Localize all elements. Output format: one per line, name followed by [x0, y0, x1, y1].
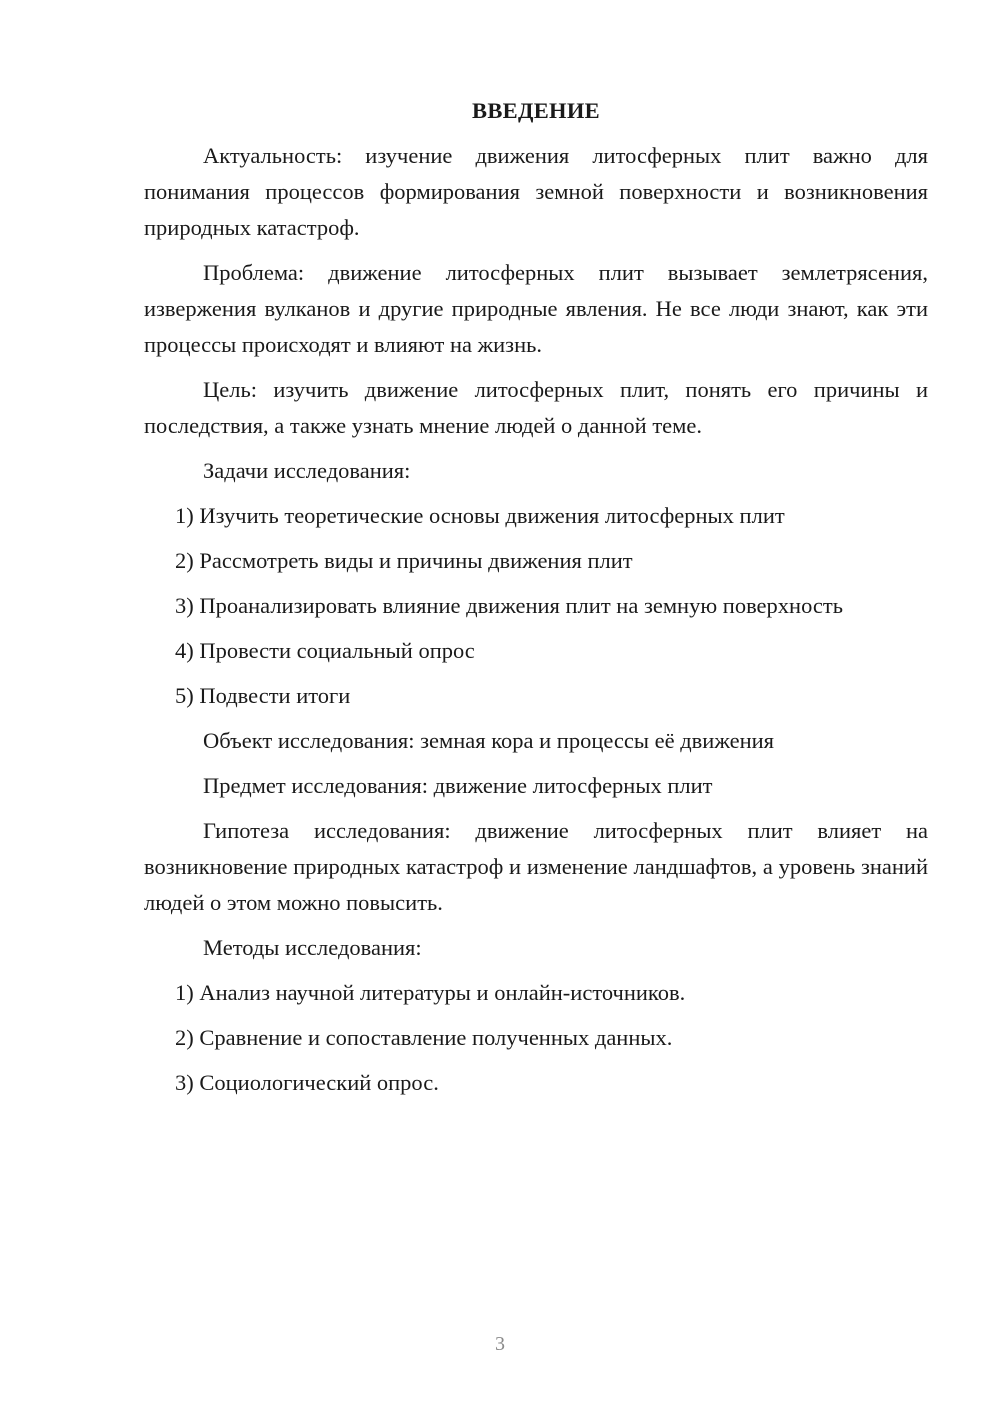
tasks-list — [144, 498, 928, 714]
page-title: ВВЕДЕНИЕ — [472, 98, 600, 123]
list-item: 3) Социологический опрос. — [175, 1070, 439, 1095]
page-number: 3 — [495, 1333, 505, 1355]
relevance-paragraph: Актуальность: изучение движения литосферных плит важно для понимания процессов формирования земной поверхности и возникновения природных катастроф. — [144, 143, 928, 240]
tasks-heading: Задачи исследования: — [203, 458, 411, 483]
object-paragraph: Объект исследования: земная кора и процессы её движения — [203, 728, 775, 753]
hypothesis-paragraph: Гипотеза исследования: движение литосферных плит влияет на возникновение природных катастроф и изменение ландшафтов, а уровень знаний людей о этом можно повысить. — [144, 818, 928, 915]
goal-paragraph: Цель: изучить движение литосферных плит, понять его причины и последствия, а также узнать мнение людей о данной теме. — [144, 377, 928, 438]
methods-list — [144, 975, 928, 1101]
list-item: 2) Сравнение и сопоставление полученных данных. — [175, 1025, 673, 1050]
list-item: 1) Изучить теоретические основы движения литосферных плит — [175, 503, 785, 528]
list-item: 1) Анализ научной литературы и онлайн-источников. — [175, 980, 686, 1005]
methods-heading: Методы исследования: — [203, 935, 422, 960]
list-item: 2) Рассмотреть виды и причины движения плит — [175, 548, 633, 573]
list-item: 3) Проанализировать влияние движения плит на земную поверхность — [175, 593, 843, 618]
list-item: 4) Провести социальный опрос — [175, 638, 475, 663]
document-page — [144, 93, 928, 1110]
subject-paragraph: Предмет исследования: движение литосферных плит — [203, 773, 713, 798]
problem-paragraph: Проблема: движение литосферных плит вызывает землетрясения, извержения вулканов и другие природные явления. Не все люди знают, как эти процессы происходят и влияют на жизнь. — [144, 260, 928, 357]
list-item: 5) Подвести итоги — [175, 683, 351, 708]
